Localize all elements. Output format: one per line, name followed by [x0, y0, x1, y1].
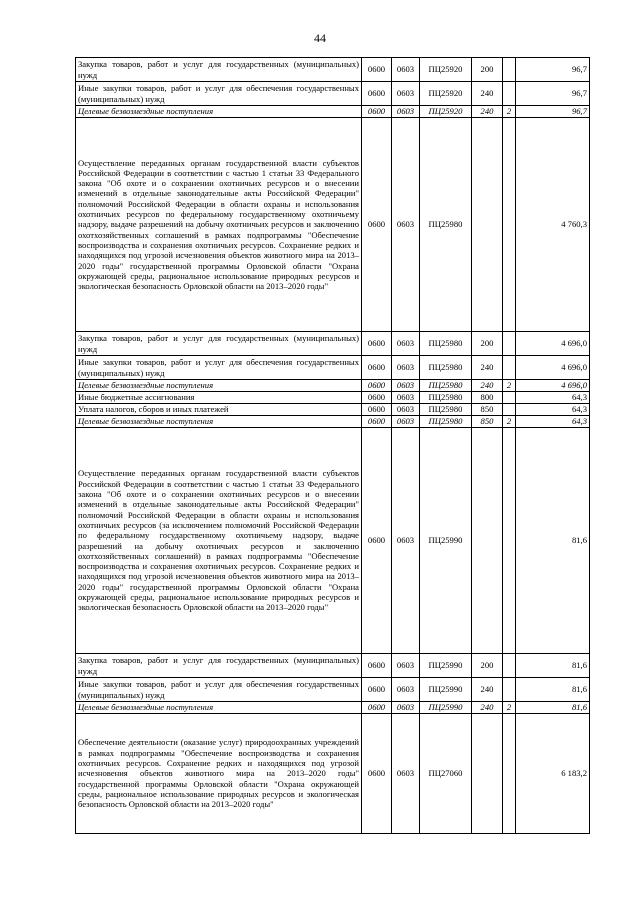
row-amount: 64,3	[516, 404, 590, 416]
row-amount: 6 183,2	[516, 714, 590, 834]
row-expense-type-code: 240	[472, 678, 503, 702]
row-amount: 96,7	[516, 82, 590, 106]
row-target-article-code: ПЦ27060	[420, 714, 472, 834]
table-row	[76, 82, 590, 106]
row-amount: 81,6	[516, 678, 590, 702]
table-row	[76, 428, 590, 654]
row-expense-type-code: 240	[472, 356, 503, 380]
row-subsection-code: 0603	[392, 428, 420, 654]
row-name: Иные закупки товаров, работ и услуг для обеспечения государственных (муниципальных) нужд	[76, 678, 362, 702]
row-amount: 81,6	[516, 428, 590, 654]
row-amount: 81,6	[516, 702, 590, 714]
row-target-article-code: ПЦ25990	[420, 654, 472, 678]
row-name: Иные закупки товаров, работ и услуг для обеспечения государственных (муниципальных) нужд	[76, 356, 362, 380]
row-section-code: 0600	[362, 392, 392, 404]
row-amount: 64,3	[516, 392, 590, 404]
row-section-code: 0600	[362, 678, 392, 702]
row-expense-type-code: 850	[472, 404, 503, 416]
row-name: Иные закупки товаров, работ и услуг для обеспечения государственных (муниципальных) нужд	[76, 82, 362, 106]
row-target-article-code: ПЦ25980	[420, 118, 472, 332]
row-name: Обеспечение деятельности (оказание услуг) природоохранных учреждений в рамках подпрограммы "Обеспечение воспроизводства и сохранения охотничьих ресурсов. Сохранение редких и находящихся под угрозой исчезновения объектов животного мира на 2013–2020 годы" государственной программы Орловской области "Охрана окружающей среды, рациональное использование природных ресурсов и экологическая безопасность Орловской области на 2013–2020 годы"	[76, 714, 362, 834]
row-section-code: 0600	[362, 428, 392, 654]
row-amount: 4 696,0	[516, 332, 590, 356]
row-section-code: 0600	[362, 58, 392, 82]
row-name: Осуществление переданных органам государственной власти субъектов Российской Федерации в соответствии с частью 1 статьи 33 Федерального закона "Об охоте и о сохранении охотничьих ресурсов и о внесении изменений в отдельные законодательные акты Российской Федерации" полномочий Российской Федерации в области охраны и использования охотничьих ресурсов по федеральному государственному охотничьему надзору, выдаче разрешений на добычу охотничьих ресурсов и заключению охотхозяйственных соглашений в рамках подпрограммы "Обеспечение воспроизводства и сохранения охотничьих ресурсов. Сохранение редких и находящихся под угрозой исчезновения объектов животного мира на 2013–2020 годы" государственной программы Орловской области "Охрана окружающей среды, рациональное использование природных ресурсов и экологическая безопасность Орловской области на 2013–2020 годы"	[76, 118, 362, 332]
row-source-code	[503, 678, 516, 702]
row-subsection-code: 0603	[392, 118, 420, 332]
row-amount: 81,6	[516, 654, 590, 678]
row-source-code	[503, 82, 516, 106]
row-expense-type-code	[472, 118, 503, 332]
row-section-code: 0600	[362, 714, 392, 834]
row-name: Целевые безвозмездные поступления	[76, 106, 362, 118]
row-source-code	[503, 714, 516, 834]
row-section-code: 0600	[362, 82, 392, 106]
row-section-code: 0600	[362, 654, 392, 678]
table-row	[76, 702, 590, 714]
row-section-code: 0600	[362, 416, 392, 428]
row-expense-type-code: 200	[472, 654, 503, 678]
table-row	[76, 332, 590, 356]
table-row	[76, 678, 590, 702]
row-source-code	[503, 118, 516, 332]
table-row	[76, 654, 590, 678]
table-row	[76, 714, 590, 834]
row-section-code: 0600	[362, 380, 392, 392]
table-row	[76, 58, 590, 82]
row-target-article-code: ПЦ25980	[420, 404, 472, 416]
row-section-code: 0600	[362, 356, 392, 380]
table-row	[76, 118, 590, 332]
row-name: Закупка товаров, работ и услуг для государственных (муниципальных) нужд	[76, 332, 362, 356]
row-name: Уплата налогов, сборов и иных платежей	[76, 404, 362, 416]
table-row	[76, 404, 590, 416]
row-source-code	[503, 392, 516, 404]
row-subsection-code: 0603	[392, 702, 420, 714]
row-amount: 96,7	[516, 58, 590, 82]
row-source-code: 2	[503, 702, 516, 714]
row-target-article-code: ПЦ25980	[420, 392, 472, 404]
row-expense-type-code	[472, 428, 503, 654]
row-expense-type-code: 850	[472, 416, 503, 428]
row-source-code	[503, 404, 516, 416]
row-target-article-code: ПЦ25920	[420, 106, 472, 118]
row-name: Целевые безвозмездные поступления	[76, 416, 362, 428]
table-row	[76, 356, 590, 380]
row-subsection-code: 0603	[392, 714, 420, 834]
row-name: Целевые безвозмездные поступления	[76, 380, 362, 392]
budget-table	[75, 57, 590, 834]
row-name: Закупка товаров, работ и услуг для государственных (муниципальных) нужд	[76, 654, 362, 678]
row-section-code: 0600	[362, 106, 392, 118]
table-row	[76, 416, 590, 428]
row-amount: 4 696,0	[516, 356, 590, 380]
row-target-article-code: ПЦ25990	[420, 702, 472, 714]
page-number: 44	[314, 31, 326, 45]
row-source-code	[503, 58, 516, 82]
row-source-code: 2	[503, 106, 516, 118]
table-row	[76, 392, 590, 404]
row-amount: 64,3	[516, 416, 590, 428]
row-expense-type-code: 240	[472, 702, 503, 714]
row-target-article-code: ПЦ25920	[420, 58, 472, 82]
table-row	[76, 380, 590, 392]
row-target-article-code: ПЦ25920	[420, 82, 472, 106]
row-amount: 4 760,3	[516, 118, 590, 332]
row-expense-type-code: 800	[472, 392, 503, 404]
row-source-code	[503, 654, 516, 678]
row-subsection-code: 0603	[392, 106, 420, 118]
table-row	[76, 106, 590, 118]
row-expense-type-code: 200	[472, 332, 503, 356]
row-target-article-code: ПЦ25980	[420, 416, 472, 428]
row-source-code	[503, 332, 516, 356]
row-subsection-code: 0603	[392, 332, 420, 356]
row-name: Закупка товаров, работ и услуг для государственных (муниципальных) нужд	[76, 58, 362, 82]
budget-table-body	[76, 58, 590, 834]
row-amount: 96,7	[516, 106, 590, 118]
row-target-article-code: ПЦ25990	[420, 428, 472, 654]
row-name: Иные бюджетные ассигнования	[76, 392, 362, 404]
row-target-article-code: ПЦ25980	[420, 380, 472, 392]
row-source-code: 2	[503, 380, 516, 392]
row-target-article-code: ПЦ25980	[420, 332, 472, 356]
row-section-code: 0600	[362, 702, 392, 714]
row-name: Осуществление переданных органам государственной власти субъектов Российской Федерации в соответствии с частью 1 статьи 33 Федерального закона "Об охоте и о сохранении охотничьих ресурсов и о внесении изменений в отдельные законодательные акты Российской Федерации" полномочий Российской Федерации в области охраны и использования охотничьих ресурсов (за исключением полномочий Российской Федерации по федеральному государственному охотничьему надзору, выдаче разрешений на добычу охотничьих ресурсов и заключению охотхозяйственных соглашений) в рамках подпрограммы "Обеспечение воспроизводства и сохранения охотничьих ресурсов. Сохранение редких и находящихся под угрозой исчезновения объектов животного мира на 2013–2020 годы" государственной программы Орловской области "Охрана окружающей среды, рациональное использование природных ресурсов и экологическая безопасность Орловской области на 2013–2020 годы"	[76, 428, 362, 654]
row-subsection-code: 0603	[392, 392, 420, 404]
row-subsection-code: 0603	[392, 654, 420, 678]
row-subsection-code: 0603	[392, 356, 420, 380]
row-name: Целевые безвозмездные поступления	[76, 702, 362, 714]
row-source-code	[503, 428, 516, 654]
row-subsection-code: 0603	[392, 678, 420, 702]
row-subsection-code: 0603	[392, 404, 420, 416]
row-subsection-code: 0603	[392, 416, 420, 428]
row-section-code: 0600	[362, 404, 392, 416]
row-amount: 4 696,0	[516, 380, 590, 392]
row-subsection-code: 0603	[392, 82, 420, 106]
row-subsection-code: 0603	[392, 58, 420, 82]
row-expense-type-code: 240	[472, 380, 503, 392]
row-section-code: 0600	[362, 118, 392, 332]
row-source-code: 2	[503, 416, 516, 428]
row-expense-type-code: 200	[472, 58, 503, 82]
row-section-code: 0600	[362, 332, 392, 356]
row-source-code	[503, 356, 516, 380]
row-expense-type-code: 240	[472, 106, 503, 118]
row-expense-type-code: 240	[472, 82, 503, 106]
row-subsection-code: 0603	[392, 380, 420, 392]
row-expense-type-code	[472, 714, 503, 834]
row-target-article-code: ПЦ25980	[420, 356, 472, 380]
row-target-article-code: ПЦ25990	[420, 678, 472, 702]
